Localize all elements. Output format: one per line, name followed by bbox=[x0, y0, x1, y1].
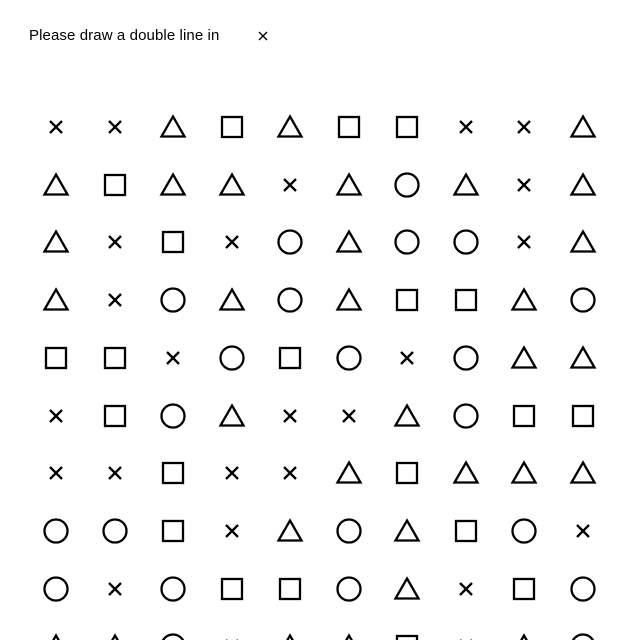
circle-icon[interactable] bbox=[452, 344, 480, 372]
triangle-icon[interactable] bbox=[393, 517, 421, 545]
triangle-icon[interactable] bbox=[42, 171, 70, 199]
square-icon[interactable] bbox=[276, 575, 304, 603]
square-icon[interactable] bbox=[159, 459, 187, 487]
triangle-icon[interactable] bbox=[335, 632, 363, 640]
square-icon[interactable] bbox=[510, 575, 538, 603]
circle-icon[interactable] bbox=[335, 575, 363, 603]
square-icon[interactable] bbox=[393, 113, 421, 141]
square-icon[interactable] bbox=[218, 575, 246, 603]
triangle-icon[interactable] bbox=[276, 113, 304, 141]
cross-icon[interactable] bbox=[276, 171, 304, 199]
circle-icon[interactable] bbox=[159, 402, 187, 430]
cross-icon[interactable] bbox=[510, 171, 538, 199]
square-icon[interactable] bbox=[510, 402, 538, 430]
cross-icon[interactable] bbox=[101, 286, 129, 314]
cross-icon[interactable] bbox=[101, 575, 129, 603]
square-icon[interactable] bbox=[101, 344, 129, 372]
circle-icon[interactable] bbox=[42, 575, 70, 603]
cross-icon[interactable] bbox=[335, 402, 363, 430]
triangle-icon[interactable] bbox=[452, 459, 480, 487]
circle-icon[interactable] bbox=[452, 228, 480, 256]
circle-icon[interactable] bbox=[452, 402, 480, 430]
square-icon[interactable] bbox=[393, 459, 421, 487]
circle-icon[interactable] bbox=[276, 228, 304, 256]
square-icon[interactable] bbox=[335, 113, 363, 141]
circle-icon[interactable] bbox=[276, 286, 304, 314]
square-icon[interactable] bbox=[393, 286, 421, 314]
triangle-icon[interactable] bbox=[569, 344, 597, 372]
cross-icon[interactable] bbox=[101, 228, 129, 256]
circle-icon[interactable] bbox=[569, 286, 597, 314]
cross-icon[interactable] bbox=[276, 402, 304, 430]
circle-icon[interactable] bbox=[159, 632, 187, 640]
triangle-icon[interactable] bbox=[218, 286, 246, 314]
circle-icon[interactable] bbox=[335, 344, 363, 372]
triangle-icon[interactable] bbox=[335, 228, 363, 256]
cross-icon[interactable] bbox=[42, 402, 70, 430]
triangle-icon[interactable] bbox=[569, 228, 597, 256]
circle-icon[interactable] bbox=[218, 344, 246, 372]
triangle-icon[interactable] bbox=[510, 459, 538, 487]
square-icon[interactable] bbox=[452, 286, 480, 314]
circle-icon[interactable] bbox=[393, 228, 421, 256]
triangle-icon[interactable] bbox=[335, 286, 363, 314]
cross-icon[interactable] bbox=[101, 459, 129, 487]
triangle-icon[interactable] bbox=[510, 632, 538, 640]
triangle-icon[interactable] bbox=[510, 344, 538, 372]
square-icon[interactable] bbox=[452, 517, 480, 545]
circle-icon[interactable] bbox=[393, 171, 421, 199]
square-icon[interactable] bbox=[42, 344, 70, 372]
instruction-text: Please draw a double line in bbox=[29, 27, 220, 44]
circle-icon[interactable] bbox=[159, 575, 187, 603]
cross-icon[interactable] bbox=[218, 459, 246, 487]
triangle-icon[interactable] bbox=[42, 632, 70, 640]
cross-icon[interactable] bbox=[393, 344, 421, 372]
triangle-icon[interactable] bbox=[159, 113, 187, 141]
cross-icon[interactable] bbox=[452, 575, 480, 603]
cross-icon[interactable] bbox=[510, 228, 538, 256]
triangle-icon[interactable] bbox=[159, 171, 187, 199]
cross-icon[interactable] bbox=[218, 632, 246, 640]
square-icon[interactable] bbox=[101, 402, 129, 430]
triangle-icon[interactable] bbox=[569, 459, 597, 487]
triangle-icon[interactable] bbox=[393, 575, 421, 603]
triangle-icon[interactable] bbox=[218, 402, 246, 430]
cross-icon[interactable] bbox=[218, 228, 246, 256]
cross-icon[interactable] bbox=[42, 459, 70, 487]
square-icon[interactable] bbox=[569, 402, 597, 430]
triangle-icon[interactable] bbox=[335, 171, 363, 199]
cross-icon[interactable] bbox=[452, 632, 480, 640]
triangle-icon[interactable] bbox=[42, 286, 70, 314]
triangle-icon[interactable] bbox=[42, 228, 70, 256]
triangle-icon[interactable] bbox=[452, 171, 480, 199]
cross-icon[interactable] bbox=[42, 113, 70, 141]
cross-icon[interactable] bbox=[452, 113, 480, 141]
triangle-icon[interactable] bbox=[569, 113, 597, 141]
circle-icon[interactable] bbox=[159, 286, 187, 314]
square-icon[interactable] bbox=[218, 113, 246, 141]
triangle-icon[interactable] bbox=[393, 402, 421, 430]
square-icon[interactable] bbox=[393, 632, 421, 640]
cross-icon[interactable] bbox=[159, 344, 187, 372]
circle-icon[interactable] bbox=[569, 575, 597, 603]
circle-icon[interactable] bbox=[42, 517, 70, 545]
square-icon[interactable] bbox=[159, 228, 187, 256]
cross-icon[interactable] bbox=[569, 517, 597, 545]
triangle-icon[interactable] bbox=[276, 632, 304, 640]
square-icon[interactable] bbox=[276, 344, 304, 372]
triangle-icon[interactable] bbox=[335, 459, 363, 487]
cross-icon[interactable] bbox=[510, 113, 538, 141]
circle-icon[interactable] bbox=[569, 632, 597, 640]
cross-icon[interactable] bbox=[101, 113, 129, 141]
triangle-icon[interactable] bbox=[101, 632, 129, 640]
square-icon[interactable] bbox=[159, 517, 187, 545]
cross-icon[interactable] bbox=[218, 517, 246, 545]
circle-icon[interactable] bbox=[101, 517, 129, 545]
cross-icon[interactable] bbox=[276, 459, 304, 487]
triangle-icon[interactable] bbox=[218, 171, 246, 199]
circle-icon[interactable] bbox=[510, 517, 538, 545]
square-icon[interactable] bbox=[101, 171, 129, 199]
circle-icon[interactable] bbox=[335, 517, 363, 545]
triangle-icon[interactable] bbox=[510, 286, 538, 314]
triangle-icon[interactable] bbox=[569, 171, 597, 199]
triangle-icon[interactable] bbox=[276, 517, 304, 545]
